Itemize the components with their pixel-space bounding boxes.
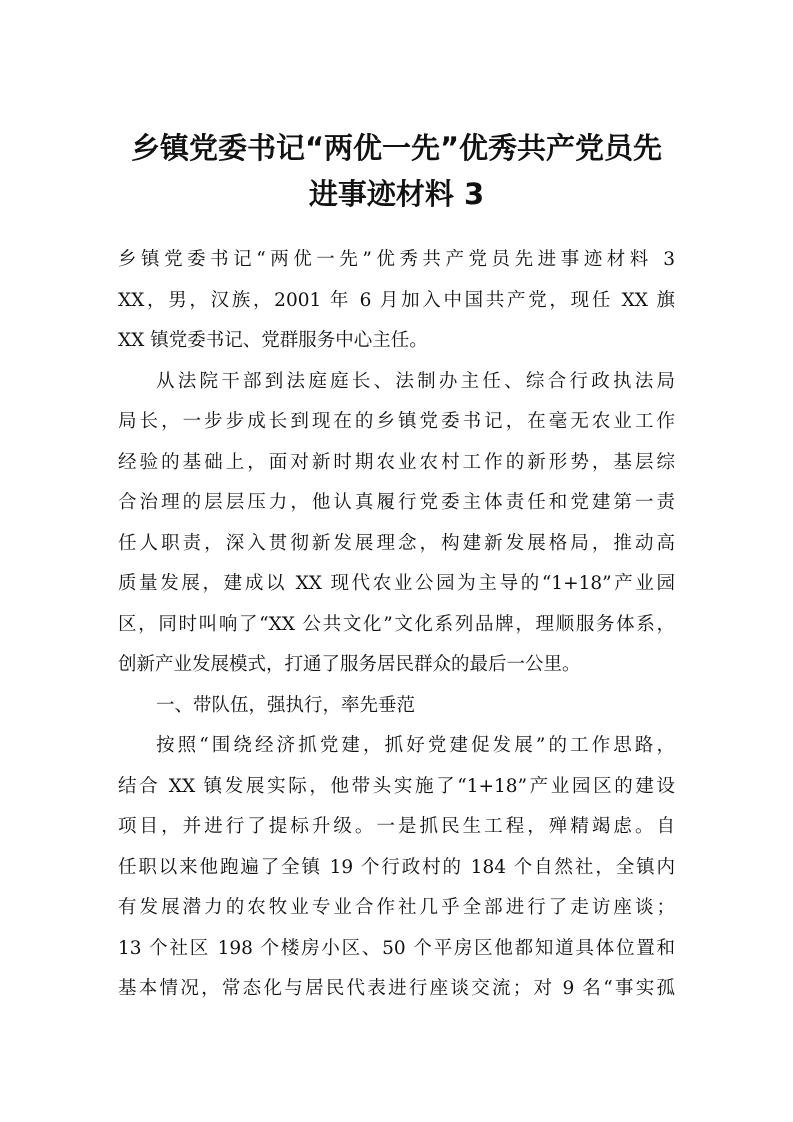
text-line: XX 镇党委书记、党群服务中心主任。	[118, 330, 428, 351]
text-line: 经验的基础上，面对新时期农业农村工作的新形势，基层综	[118, 451, 675, 473]
text-line: 任职以来他跑遍了全镇 19 个行政村的 184 个自然社，全镇内	[118, 856, 675, 878]
text-line: 项目，并进行了提标升级。一是抓民生工程，殚精竭虑。自	[118, 816, 675, 837]
title-line-2: 进事迹材料 3	[308, 177, 485, 211]
text-line: 从法院干部到法庭庭长、法制办主任、综合行政执法局	[156, 370, 675, 392]
text-line: 按照“围绕经济抓党建，抓好党建促发展”的工作思路，	[156, 735, 675, 756]
text-line: 创新产业发展模式，打通了服务居民群众的最后一公里。	[118, 654, 581, 675]
text-line: 质量发展，建成以 XX 现代农业公园为主导的“1+18”产业园	[118, 573, 675, 594]
text-line: 有发展潜力的农牧业专业合作社几乎全部进行了走访座谈；	[118, 897, 675, 918]
text-line: 区，同时叫响了“XX 公共文化”文化系列品牌，理顺服务体系，	[118, 613, 675, 635]
text-line: 一、带队伍，强执行，率先垂范	[156, 694, 416, 716]
text-line: XX，男，汉族，2001 年 6 月加入中国共产党，现任 XX 旗	[118, 289, 675, 311]
text-line: 合治理的层层压力，他认真履行党委主体责任和党建第一责	[118, 492, 675, 513]
text-line: 基本情况，常态化与居民代表进行座谈交流；对 9 名“事实孤	[118, 978, 675, 999]
text-line: 任人职责，深入贯彻新发展理念，构建新发展格局，推动高	[118, 532, 675, 554]
text-line: 乡镇党委书记“两优一先”优秀共产党员先进事迹材料 3	[118, 249, 675, 270]
text-line: 结合 XX 镇发展实际，他带头实施了“1+18”产业园区的建设	[118, 775, 675, 797]
document-body	[118, 240, 675, 1010]
title-line-1: 乡镇党委书记“两优一先”优秀共产党员先	[130, 131, 663, 165]
text-line: 局长，一步步成长到现在的乡镇党委书记，在毫无农业工作	[118, 411, 675, 432]
text-line: 13 个社区 198 个楼房小区、50 个平房区他都知道具体位置和	[118, 937, 675, 959]
document-title	[100, 125, 693, 217]
